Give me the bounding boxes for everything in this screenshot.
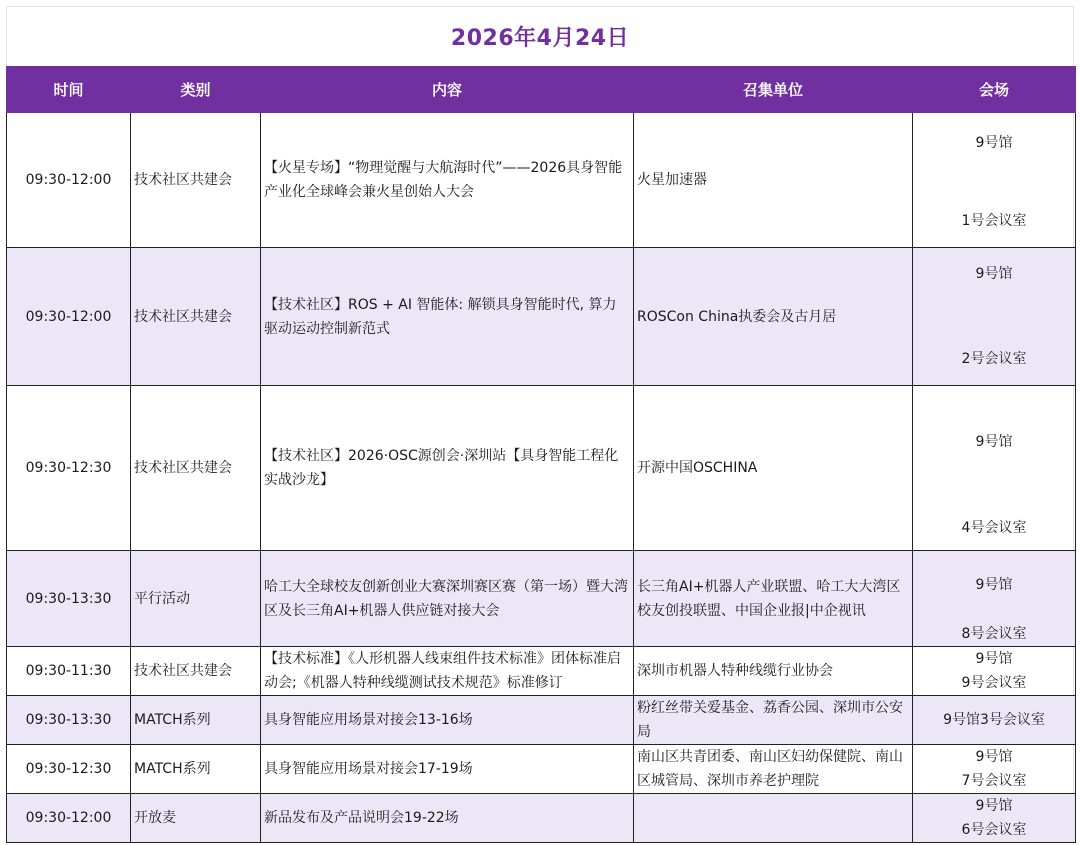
- time-cell: 09:30-11:30: [7, 647, 131, 696]
- organizer-cell: 粉红丝带关爱基金、荔香公园、深圳市公安局: [634, 696, 913, 745]
- venue-room: 1号会议室: [961, 213, 1027, 229]
- category-cell: MATCH系列: [131, 745, 261, 794]
- schedule-table: [6, 66, 1076, 843]
- venue-room: 2号会议室: [961, 351, 1027, 367]
- time-cell: 09:30-13:30: [7, 551, 131, 647]
- table-row: [7, 647, 1076, 696]
- venue-hall: 9号馆: [975, 798, 1013, 814]
- header-row: [7, 67, 1076, 113]
- venue-cell: [913, 745, 1076, 794]
- organizer-cell: [634, 794, 913, 843]
- content-cell: 【火星专场】“物理觉醒与大航海时代”——2026具身智能产业化全球峰会兼火星创始人大会: [261, 113, 634, 248]
- category-cell: 开放麦: [131, 794, 261, 843]
- venue-room: 4号会议室: [961, 520, 1027, 536]
- time-cell: 09:30-12:00: [7, 794, 131, 843]
- organizer-cell: ROSCon China执委会及古月居: [634, 248, 913, 386]
- category-cell: 技术社区共建会: [131, 113, 261, 248]
- header-time: 时间: [7, 67, 131, 113]
- content-cell: 【技术社区】ROS + AI 智能体: 解锁具身智能时代, 算力驱动运动控制新范式: [261, 248, 634, 386]
- content-cell: 【技术标准】《人形机器人线束组件技术标准》团体标准启动会;《机器人特种线缆测试技术规范》标准修订: [261, 647, 634, 696]
- venue-room: 6号会议室: [961, 822, 1027, 838]
- page-title: 2026年4月24日: [450, 25, 630, 51]
- content-cell: 【技术社区】2026·OSC源创会·深圳站【具身智能工程化实战沙龙】: [261, 386, 634, 551]
- table-row: [7, 248, 1076, 386]
- organizer-cell: 火星加速器: [634, 113, 913, 248]
- time-cell: 09:30-13:30: [7, 696, 131, 745]
- organizer-cell: 深圳市机器人特种线缆行业协会: [634, 647, 913, 696]
- organizer-cell: 开源中国OSCHINA: [634, 386, 913, 551]
- venue-hall: 9号馆: [975, 135, 1013, 151]
- category-cell: 平行活动: [131, 551, 261, 647]
- venue-cell: [913, 794, 1076, 843]
- venue-hall: 9号馆: [975, 749, 1013, 765]
- content-cell: 具身智能应用场景对接会17-19场: [261, 745, 634, 794]
- time-cell: 09:30-12:30: [7, 745, 131, 794]
- venue-hall: 9号馆: [975, 434, 1013, 450]
- table-row: [7, 386, 1076, 551]
- table-row: [7, 745, 1076, 794]
- table-row: [7, 794, 1076, 843]
- venue-hall: 9号馆: [975, 266, 1013, 282]
- venue-hall: 9号馆: [975, 651, 1013, 667]
- venue-room: 9号会议室: [961, 675, 1027, 691]
- table-row: [7, 696, 1076, 745]
- time-cell: 09:30-12:00: [7, 113, 131, 248]
- table-row: [7, 113, 1076, 248]
- time-cell: 09:30-12:00: [7, 248, 131, 386]
- table-row: [7, 551, 1076, 647]
- header-content: 内容: [261, 67, 634, 113]
- venue-hall: 9号馆3号会议室: [943, 712, 1045, 728]
- header-venue: 会场: [913, 67, 1076, 113]
- venue-cell: [913, 248, 1076, 386]
- category-cell: 技术社区共建会: [131, 248, 261, 386]
- organizer-cell: 南山区共青团委、南山区妇幼保健院、南山区城管局、深圳市养老护理院: [634, 745, 913, 794]
- category-cell: 技术社区共建会: [131, 647, 261, 696]
- category-cell: MATCH系列: [131, 696, 261, 745]
- venue-room: 7号会议室: [961, 773, 1027, 789]
- venue-hall: 9号馆: [975, 577, 1013, 593]
- venue-cell: [913, 696, 1076, 745]
- header-organizer: 召集单位: [634, 67, 913, 113]
- venue-cell: [913, 386, 1076, 551]
- venue-cell: [913, 113, 1076, 248]
- category-cell: 技术社区共建会: [131, 386, 261, 551]
- organizer-cell: 长三角AI+机器人产业联盟、哈工大大湾区校友创投联盟、中国企业报|中企视讯: [634, 551, 913, 647]
- venue-room: 8号会议室: [961, 626, 1027, 642]
- content-cell: 哈工大全球校友创新创业大赛深圳赛区赛（第一场）暨大湾区及长三角AI+机器人供应链对接大会: [261, 551, 634, 647]
- venue-cell: [913, 647, 1076, 696]
- content-cell: 具身智能应用场景对接会13-16场: [261, 696, 634, 745]
- header-category: 类别: [131, 67, 261, 113]
- time-cell: 09:30-12:30: [7, 386, 131, 551]
- venue-cell: [913, 551, 1076, 647]
- content-cell: 新品发布及产品说明会19-22场: [261, 794, 634, 843]
